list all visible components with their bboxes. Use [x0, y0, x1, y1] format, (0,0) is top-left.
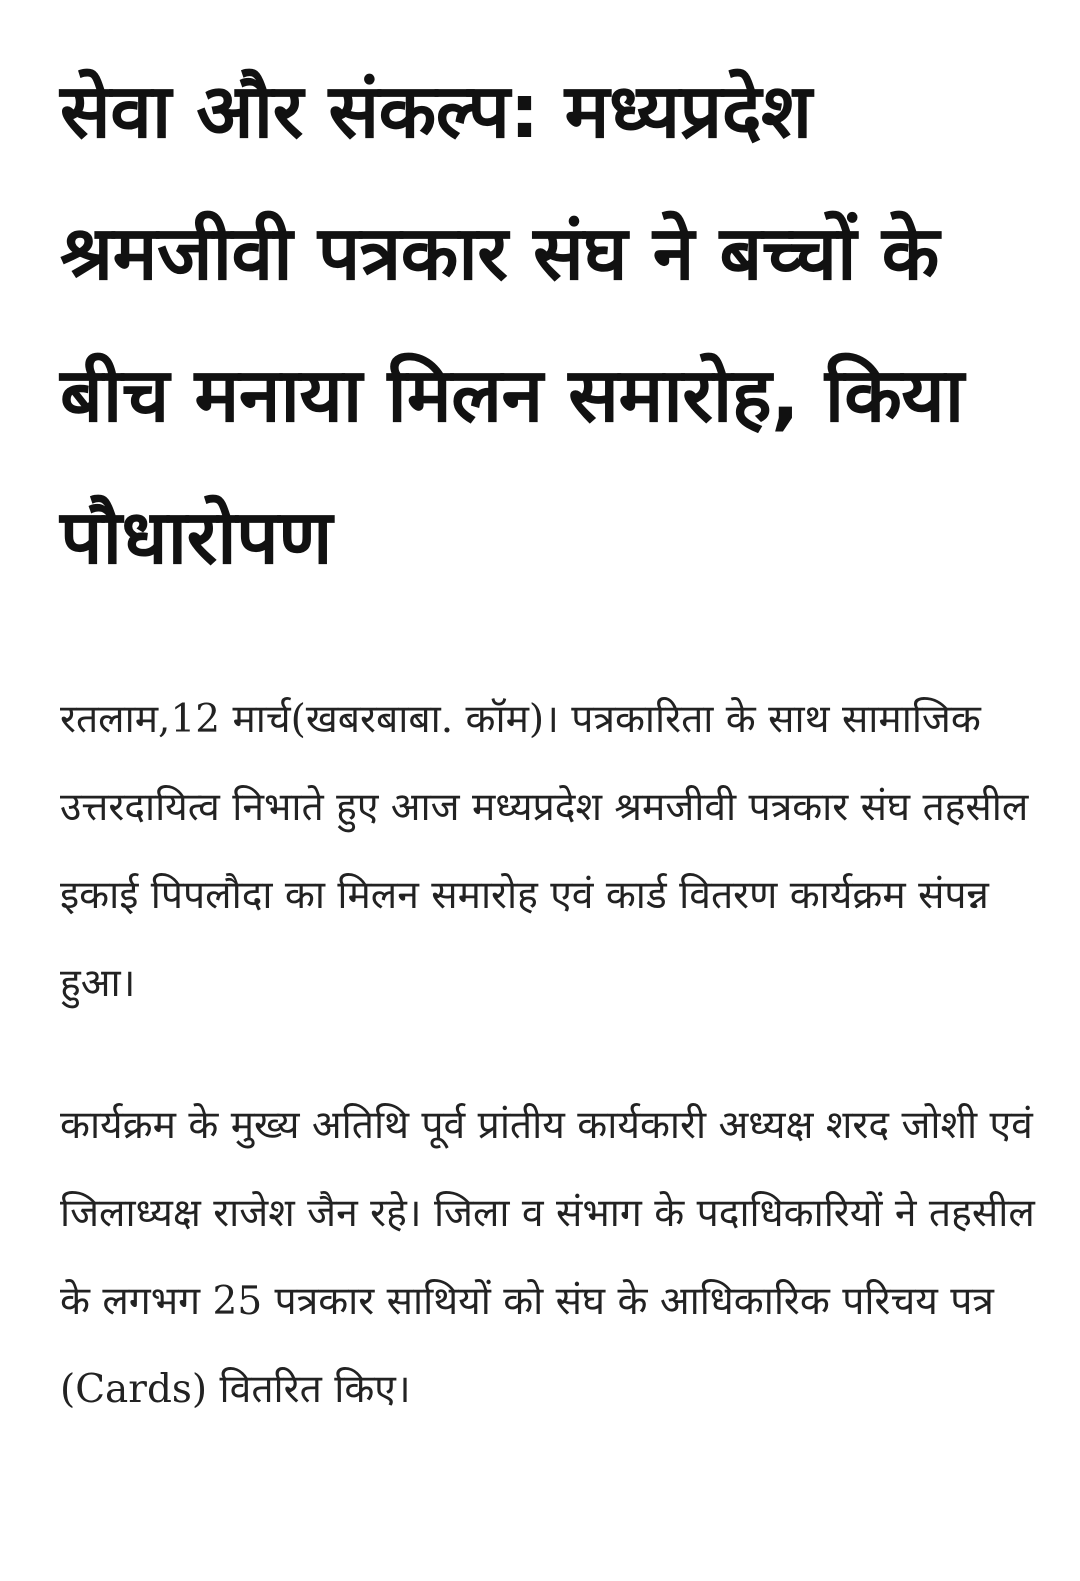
- news-article: [60, 40, 1035, 1488]
- article-paragraph-2: कार्यक्रम के मुख्य अतिथि पूर्व प्रांतीय कार्यकारी अध्यक्ष शरद जोशी एवं जिलाध्यक्ष राजेश जैन रहे। जिला व संभाग के पदाधिकारियों ने तहसील के लगभग 25 पत्रकार साथियों को संघ के आधिकारिक परिचय पत्र (Cards) वितरित किए।: [60, 1103, 1035, 1412]
- article-paragraph-1: रतलाम,12 मार्च(खबरबाबा. कॉम)। पत्रकारिता के साथ सामाजिक उत्तरदायित्व निभाते हुए आज मध्यप्रदेश श्रमजीवी पत्रकार संघ तहसील इकाई पिपलौदा का मिलन समारोह एवं कार्ड वितरण कार्यक्रम संपन्न हुआ।: [60, 697, 1029, 1006]
- article-headline: सेवा और संकल्प: मध्यप्रदेश श्रमजीवी पत्रकार संघ ने बच्चों के बीच मनाया मिलन समारोह, किया पौधारोपण: [60, 67, 964, 581]
- article-body: [60, 676, 1035, 1434]
